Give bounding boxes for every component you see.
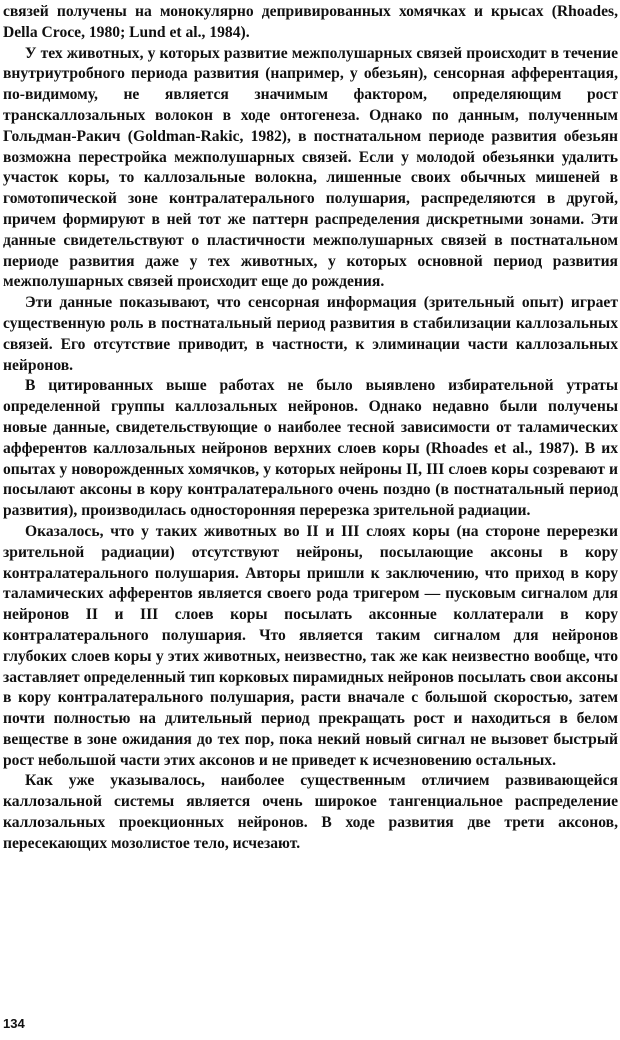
paragraph-sensory-information: Эти данные показывают, что сенсорная информация (зрительный опыт) играет существенную роль в постнатальный период развития в стабилизации каллозальных связей. Его отсутствие приводит, в частности, к элиминации части каллозальных нейронов. bbox=[3, 294, 618, 374]
paragraph-tangential-distribution: Как уже указывалось, наиболее существенным отличием развивающейся каллозальной системы является очень широкое тангенциальное распределение каллозальных проекционных нейронов. В ходе развития две трети аксонов, пересекающих мозолистое тело, исчезают. bbox=[3, 772, 618, 852]
page-number: 134 bbox=[3, 1016, 25, 1031]
paragraph-continuation: связей получены на монокулярно депривированных хомячках и крысах (Rhoades, Della Croce, 1980; Lund et al., 1984). bbox=[3, 3, 618, 41]
paragraph-thalamic-afferents: В цитированных выше работах не было выявлено избирательной утраты определенной группы каллозальных нейронов. Однако недавно были получены новые данные, свидетельствующие о наиболее тесной зависимости от таламических афферентов каллозальных нейронов верхних слоев коры (Rhoades et al., 1987). В их опытах у новорожденных хомячков, у которых нейроны II, III слоев коры созревают и посылают аксоны в кору контралатерального очень поздно (в постнатальный период развития), производилась односторонняя перерезка зрительной радиации. bbox=[3, 377, 618, 520]
paragraph-results: Оказалось, что у таких животных во II и III слоях коры (на стороне перерезки зрительной радиации) отсутствуют нейроны, посылающие аксоны в кору контралатерального полушария. Авторы пришли к заключению, что приход в кору таламических афферентов является своего рода тригером — пусковым сигналом для нейронов II и III слоев коры посылать аксонные коллатерали в кору контралатерального полушария. Что является таким сигналом для нейронов глубоких слоев коры у этих животных, неизвестно, так же как неизвестно вообще, что заставляет определенный тип корковых пирамидных нейронов посылать свои аксоны в кору контралатерального полушария, расти вначале с большой скоростью, затем почти полностью на длительный период прекращать рост и находиться в белом веществе в зоне ожидания до тех пор, пока некий новый сигнал не вызовет быстрый рост небольшой части этих аксонов и не приведет к исчезновению остальных. bbox=[3, 522, 618, 769]
paragraph-interhemispheric-plasticity: У тех животных, у которых развитие межполушарных связей происходит в течение внутриутробного периода развития (например, у обезьян), сенсорная афферентация, по-видимому, не является значимым фактором, определяющим рост транскаллозальных волокон в ходе онтогенеза. Однако по данным, полученным Гольдман-Ракич (Goldman-Rakic, 1982), в постнатальном периоде развития обезьян возможна перестройка межполушарных связей. Если у молодой обезьянки удалить участок коры, то каллозальные волокна, лишенные своих обычных мишеней в гомотопической зоне контралатерального полушария, распределяются в другой, причем формируют в ней тот же паттерн распределения дискретными зонами. Эти данные свидетельствуют о пластичности межполушарных связей в постнатальном периоде развития даже у тех животных, у которых основной период развития межполушарных связей происходит еще до рождения. bbox=[3, 44, 618, 291]
